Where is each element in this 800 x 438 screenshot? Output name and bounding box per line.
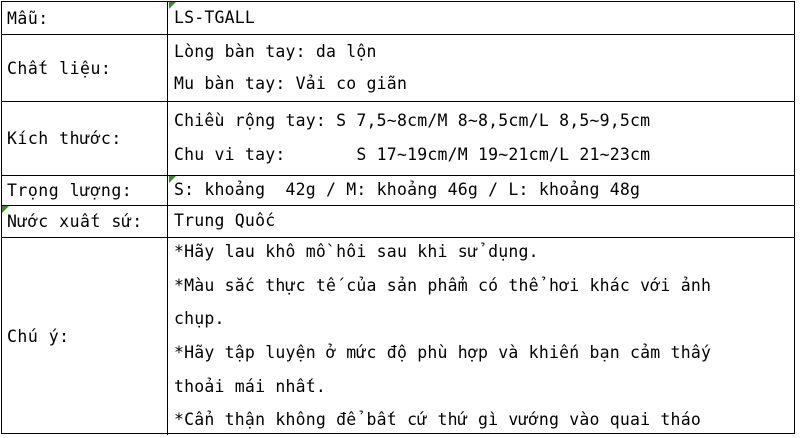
label-notes: Chú ý: <box>2 238 168 435</box>
comment-marker-icon <box>2 206 9 213</box>
product-spec-table <box>1 1 795 434</box>
value-line: Lòng bàn tay: da lộn <box>174 42 377 61</box>
label-origin: Nước xuất sứ: <box>2 206 168 237</box>
label-size: Kích thước: <box>2 102 168 175</box>
note-line: *Hãy tập luyện ở mức độ phù hợp và khiến bạn cảm thấy <box>174 343 712 362</box>
value-line: S: khoảng 42g / M: khoảng 46g / L: khoảng 48g <box>174 180 641 199</box>
row-origin <box>2 206 794 238</box>
row-weight <box>2 176 794 206</box>
row-material <box>2 35 794 102</box>
value-notes <box>169 238 794 435</box>
note-line: chụp. <box>174 309 225 328</box>
value-line: Trung Quốc <box>174 211 276 230</box>
value-line: Chu vi tay: S 17~19cm/M 19~21cm/L 21~23cm <box>174 145 651 164</box>
value-size <box>169 102 794 175</box>
row-notes <box>2 238 794 435</box>
note-line: *Màu sắc thực tế của sản phẩm có thể hơi khác với ảnh <box>174 276 712 295</box>
value-weight <box>169 176 794 205</box>
value-material <box>169 35 794 101</box>
row-model <box>2 2 794 35</box>
label-model: Mẫu: <box>2 2 168 34</box>
row-size <box>2 102 794 176</box>
value-model <box>169 2 794 34</box>
note-line: *Hãy lau khô mồ hôi sau khi sử dụng. <box>174 242 539 261</box>
label-material: Chất liệu: <box>2 35 168 101</box>
label-weight: Trọng lượng: <box>2 176 168 205</box>
value-origin <box>169 206 794 237</box>
note-line: thoải mái nhất. <box>174 377 327 396</box>
value-line: LS-TGALL <box>174 8 256 27</box>
note-line: *Cẩn thận không để bất cứ thứ gì vướng vào quai tháo <box>174 410 701 429</box>
value-line: Chiều rộng tay: S 7,5~8cm/M 8~8,5cm/L 8,5~9,5cm <box>174 111 651 130</box>
value-line: Mu bàn tay: Vải co giãn <box>174 74 408 93</box>
